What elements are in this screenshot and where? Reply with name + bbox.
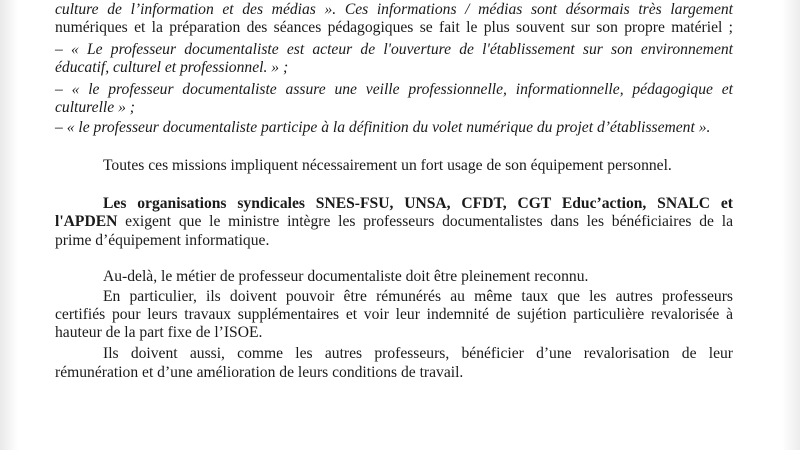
paragraph-line: prime d’équipement informatique. <box>55 232 270 249</box>
text-fragment: culture de l’information et des médias ». Ces informations / médias sont désormais très largement <box>55 1 733 18</box>
paragraph-line: En particulier, ils doivent pouvoir être rémunérés au même taux que les autres professeurs <box>103 288 733 305</box>
paragraph-line: certifiés pour leurs travaux supplémentaires et voir leur indemnité de sujétion particulière revalorisée à <box>55 306 733 323</box>
paragraph-line: Au-delà, le métier de professeur documentaliste doit être pleinement reconnu. <box>103 268 589 285</box>
list-item-line: culturelle » ; <box>55 99 135 116</box>
text-line <box>55 1 733 19</box>
text-fragment: exigent que le ministre intègre les professeurs documentalistes dans les bénéficiaires de la <box>117 213 733 230</box>
bold-paragraph-line: Les organisations syndicales SNES-FSU, UNSA, CFDT, CGT Educ’action, SNALC et <box>103 195 733 212</box>
paragraph-line: hauteur de la part fixe de l’ISOE. <box>55 324 263 341</box>
text-line: numériques et la préparation des séances pédagogiques se fait le plus souvent sur son propre matériel ; <box>55 19 733 36</box>
list-item-line: – « le professeur documentaliste assure une veille professionnelle, informationnelle, pédagogique et <box>55 81 733 98</box>
paragraph-line: Ils doivent aussi, comme les autres professeurs, bénéficier d’une revalorisation de leur <box>103 345 733 362</box>
list-item-line: éducatif, culturel et professionnel. » ; <box>55 59 289 76</box>
list-item-line: – « Le professeur documentaliste est acteur de l'ouverture de l'établissement sur son environnement <box>55 41 733 58</box>
paragraph-line <box>55 213 733 231</box>
list-item-line: – « le professeur documentaliste participe à la définition du volet numérique du projet d’établissement ». <box>55 119 711 136</box>
bold-fragment: l'APDEN <box>55 213 118 230</box>
paragraph-line: Toutes ces missions impliquent nécessairement un fort usage de son équipement personnel. <box>103 157 672 174</box>
paragraph-line: rémunération et d’une amélioration de leurs conditions de travail. <box>55 364 464 381</box>
